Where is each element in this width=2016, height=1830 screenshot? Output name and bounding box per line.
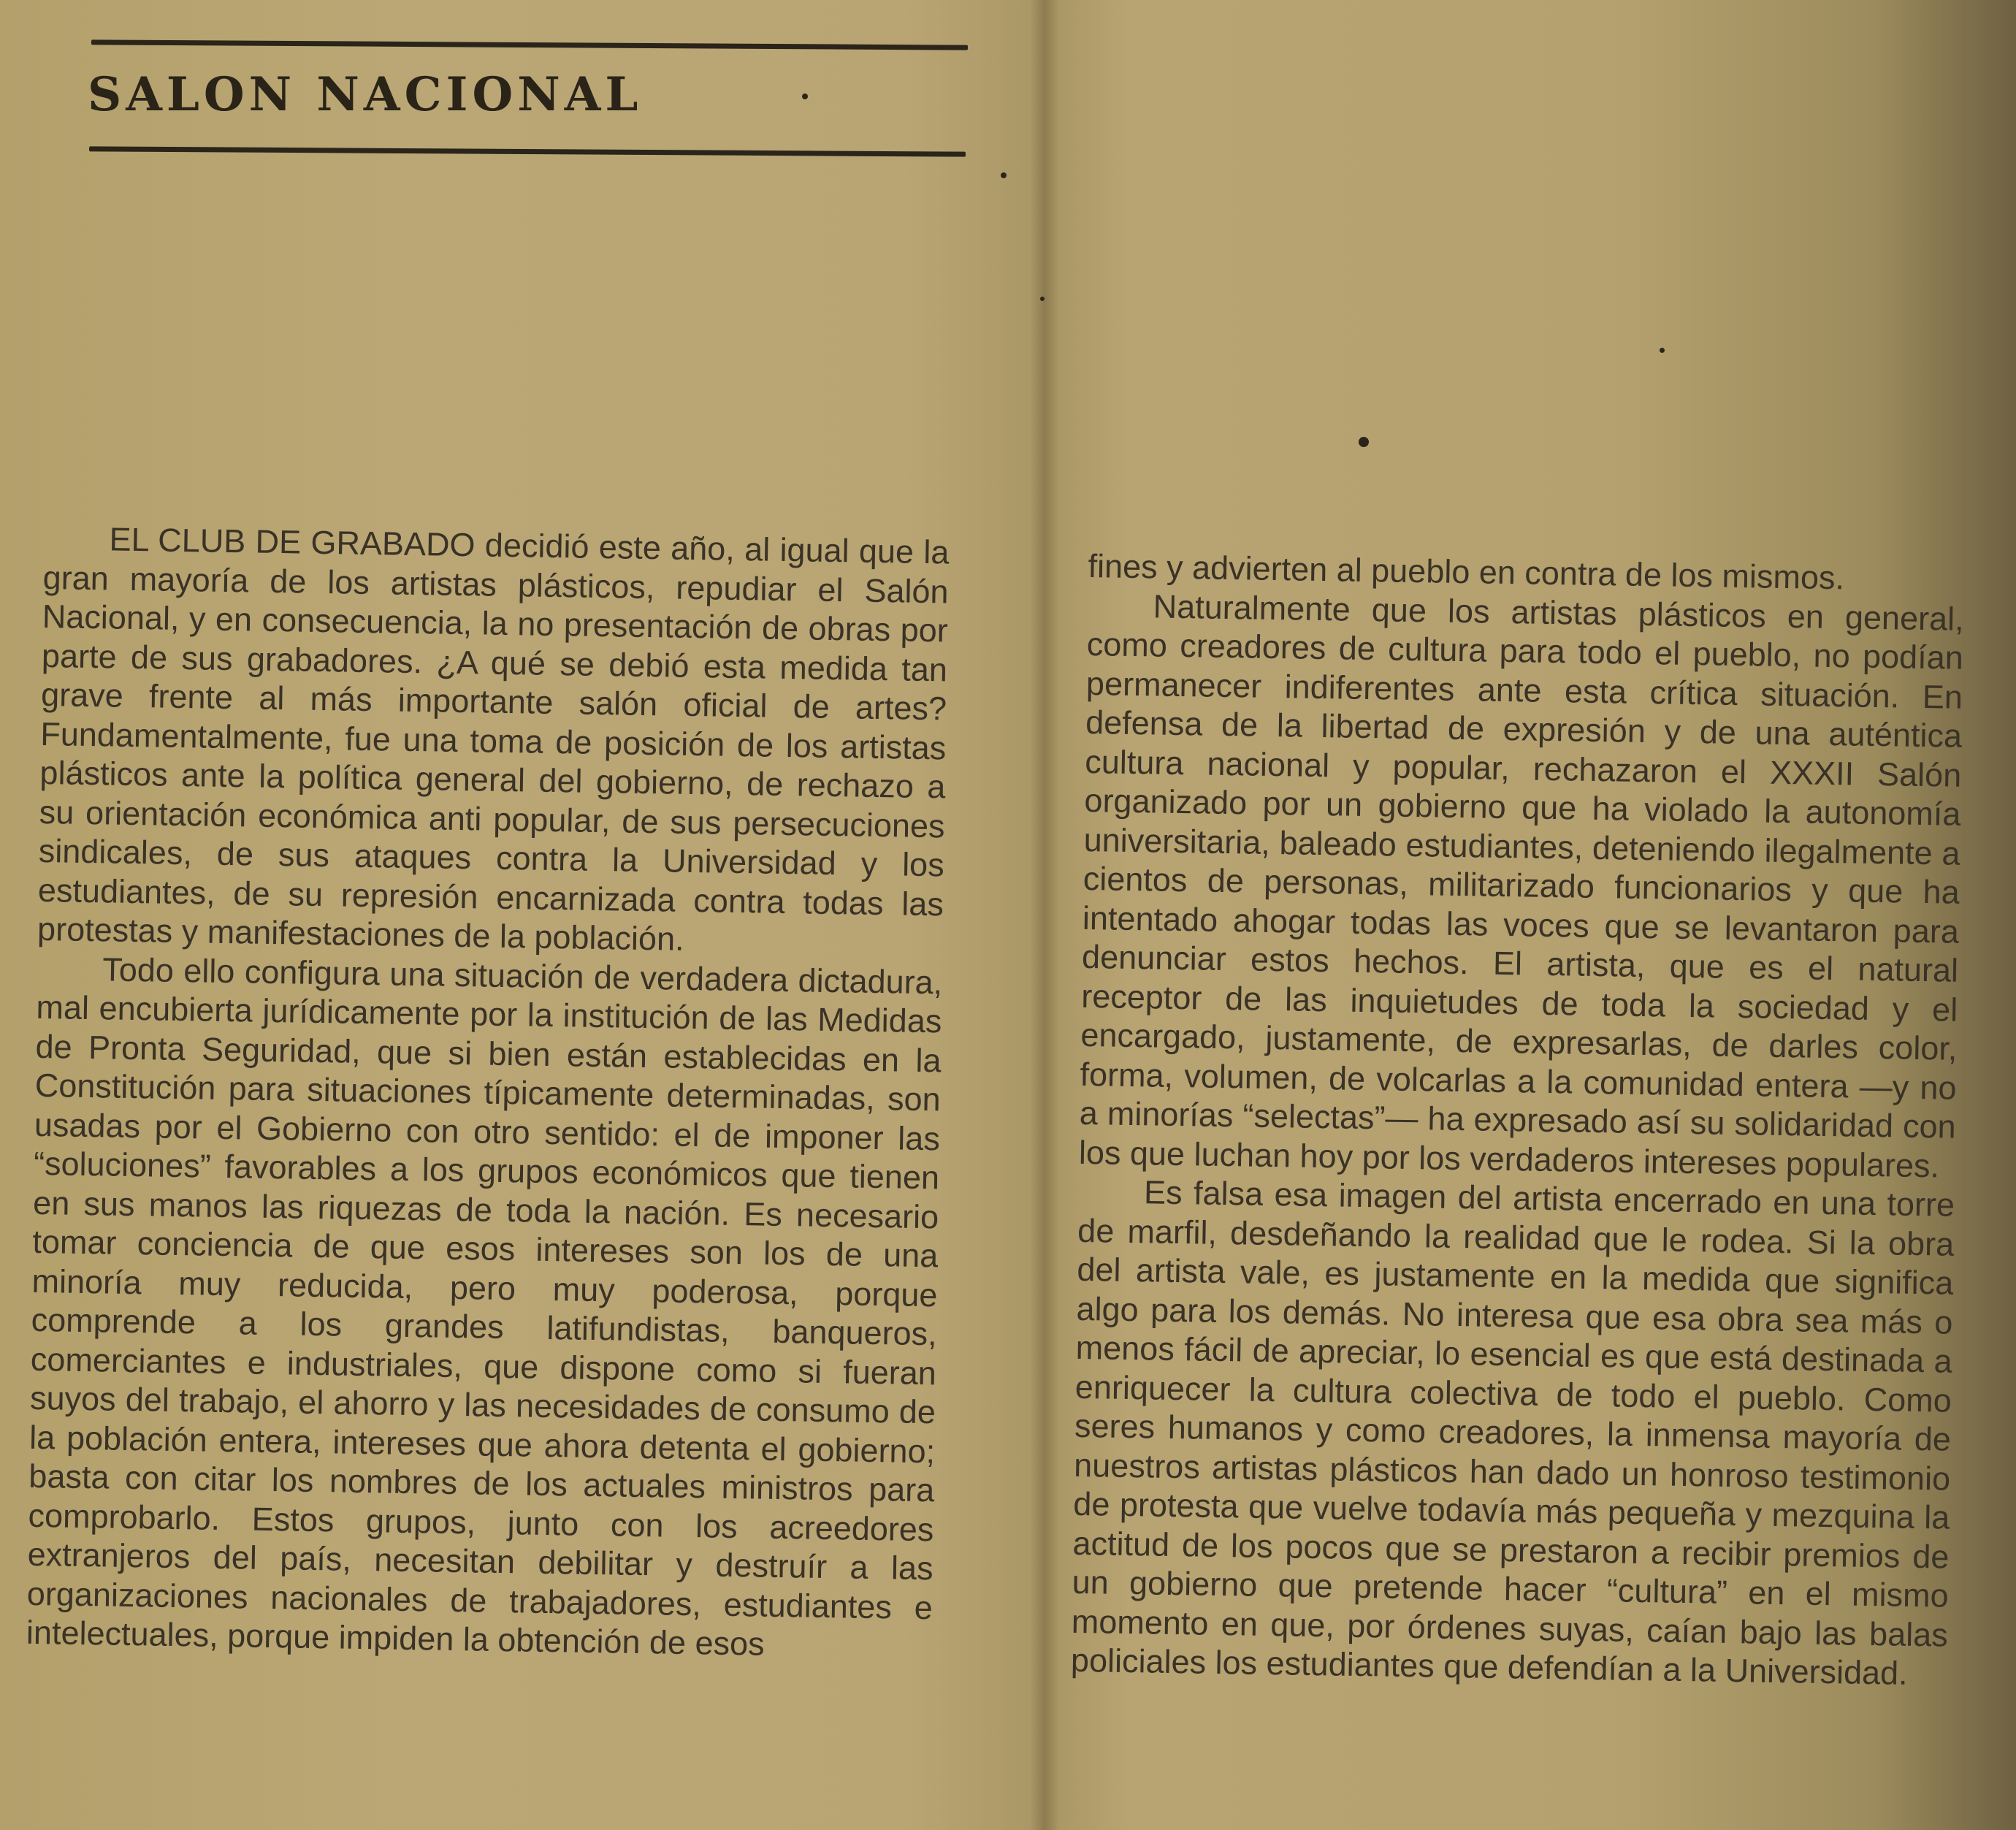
ink-speck <box>1660 348 1665 353</box>
article-title: SALON NACIONAL <box>88 67 643 122</box>
paragraph: fines y advierten al pueblo en contra de los mismos. <box>1088 546 1845 597</box>
ink-speck <box>1040 297 1045 301</box>
title-rule-bottom <box>89 146 966 156</box>
ink-speck <box>802 94 808 99</box>
ink-speck <box>1001 172 1007 178</box>
ink-speck <box>1359 437 1369 447</box>
paragraph: Todo ello configura una situación de verdadera dictadura, mal encubierta jurídicamente por la institución de las Medidas de Pronta Seguridad, que si bien están establecidas en la Constitución para situaciones típicamente determinadas, son usadas por el Gobierno con otro sentido: el de imponer las “soluciones” favorables a los grupos económicos que tienen en sus manos las riquezas de toda la nación. Es necesario tomar conciencia de que esos intereses son los de una minoría muy reducida, pero muy poderosa, porque comprende a los grandes latifundistas, banqueros, comerciantes e industriales, que dispone como si fueran suyos del trabajo, el ahorro y las necesidades de consumo de la población entera, intereses que ahora detenta el gobierno; basta con citar los nombres de los actuales ministros para comprobarlo. Estos grupos, junto con los acreedores extranjeros del país, necesitan debilitar y destruír a las organizaciones nacionales de trabajadores, estudiantes e intelectuales, porque impiden la obtención de esos <box>26 950 943 1663</box>
article-column-left <box>26 519 950 1666</box>
article-column-right <box>1071 546 1965 1693</box>
title-rule-top <box>91 39 968 50</box>
paragraph: Naturalmente que los artistas plásticos en general, como creadores de cultura para todo el pueblo, no podían permanecer indiferentes ante esta crítica situación. En defensa de la libertad de expresión y de una auténtica cultura nacional y popular, rechazaron el XXXII Salón organizado por un gobierno que ha violado la autonomía universitaria, baleado estudiantes, deteniendo ilegalmente a cientos de personas, militarizado funcionarios y que ha intentado ahogar todas las voces que se levantaron para denunciar estos hechos. El artista, que es el natural receptor de las inquietudes de toda la sociedad y el encargado, justamente, de expresarlas, de darles color, forma, volumen, de volcarlas a la comunidad entera —y no a minorías “selectas”— ha expresado así su solidaridad con los que luchan hoy por los verdaderos intereses populares. <box>1078 587 1964 1184</box>
paragraph: EL CLUB DE GRABADO decidió este año, al igual que la gran mayoría de los artistas plásticos, repudiar el Salón Nacional, y en consecuencia, la no presentación de obras por parte de sus grabadores. ¿A qué se debió esta medida tan grave frente al más importante salón oficial de artes? Fundamentalmente, fue una toma de posición de los artistas plásticos ante la política general del gobierno, de rechazo a su orientación económica anti popular, de sus persecuciones sindicales, de sus ataques contra la Universidad y los estudiantes, de su represión encarnizada contra todas las protestas y manifestaciones de la población. <box>37 520 950 958</box>
paragraph: Es falsa esa imagen del artista encerrado en una torre de marfil, desdeñando la realidad que le rodea. Si la obra del artista vale, es justamente en la medida que significa algo para los demás. No interesa que esa obra sea más o menos fácil de apreciar, lo esencial es que está destinada a enriquecer la cultura colectiva de todo el pueblo. Como seres humanos y como creadores, la inmensa mayoría de nuestros artistas plásticos han dado un honroso testimonio de protesta que vuelve todavía más pequeña y mezquina la actitud de los pocos que se prestaron a recibir premios de un gobierno que pretende hacer “cultura” en el mismo momento en que, por órdenes suyas, caían bajo las balas policiales los estudiantes que defendían a la Universidad. <box>1070 1173 1955 1692</box>
page-gutter <box>1030 0 1059 1830</box>
